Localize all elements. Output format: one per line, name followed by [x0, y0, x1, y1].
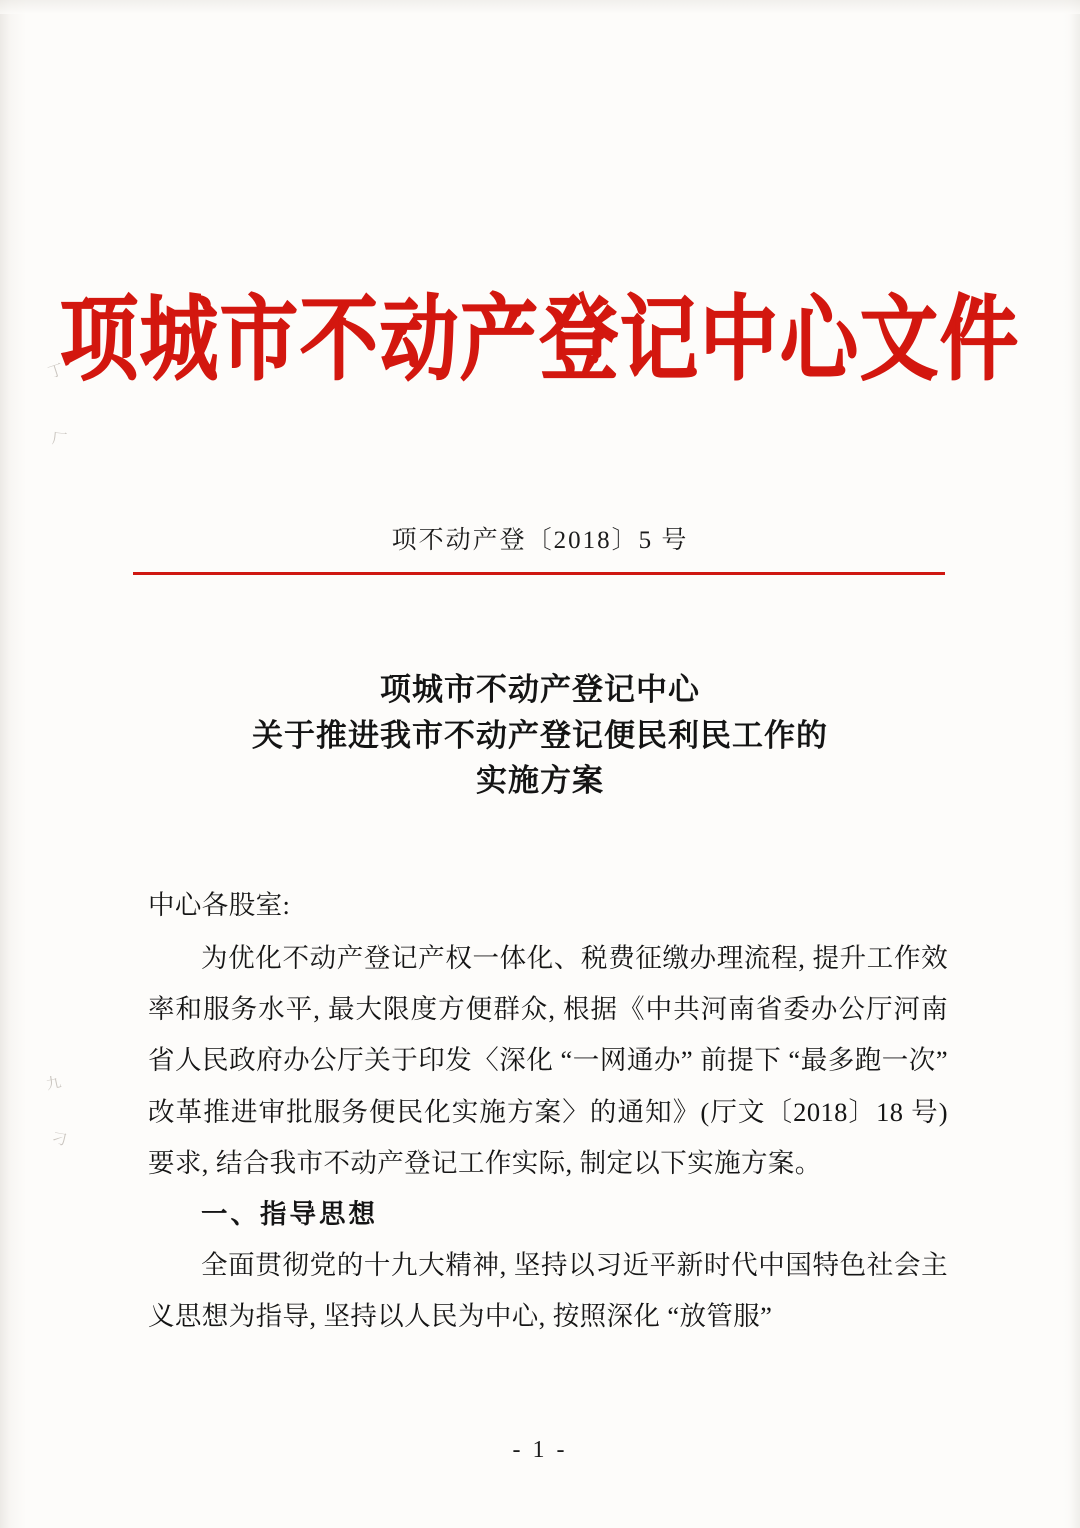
document-title-line-3: 实施方案	[476, 763, 604, 800]
body-paragraph: 为优化不动产登记产权一体化、税费征缴办理流程, 提升工作效率和服务水平, 最大限度方便群众, 根据《中共河南省委办公厅河南省人民政府办公厅关于印发〈深化 “一网通办” 前提下 “最多跑一次” 改革推进审批服务便民化实施方案〉的通知》(厅文〔2018〕18 号) 要求, 结合我市不动产登记工作实际, 制定以下实施方案。	[148, 943, 948, 1178]
document-masthead	[0, 286, 1080, 394]
scan-artifact-mark: 厂	[51, 431, 68, 449]
scan-artifact-mark: 九	[44, 1074, 63, 1094]
document-body	[148, 880, 948, 1342]
salutation: 中心各股室:	[148, 890, 291, 920]
document-title-line-2: 关于推进我市不动产登记便民利民工作的	[252, 717, 828, 754]
masthead-title: 项城市不动产登记中心文件	[59, 286, 1020, 394]
scan-artifact-mark: 丁	[46, 361, 66, 382]
scan-artifact-mark: 刁	[50, 1130, 69, 1150]
red-divider-rule	[133, 572, 945, 575]
section-heading: 一、指导思想	[201, 1198, 378, 1230]
document-title-line-1: 项城市不动产登记中心	[380, 672, 700, 708]
document-title	[150, 668, 930, 805]
document-number: 项不动产登〔2018〕5 号	[391, 527, 689, 554]
section-paragraph: 全面贯彻党的十九大精神, 坚持以习近平新时代中国特色社会主义思想为指导, 坚持以人民为中心, 按照深化 “放管服”	[148, 1249, 948, 1332]
page-number: - 1 -	[512, 1437, 568, 1463]
